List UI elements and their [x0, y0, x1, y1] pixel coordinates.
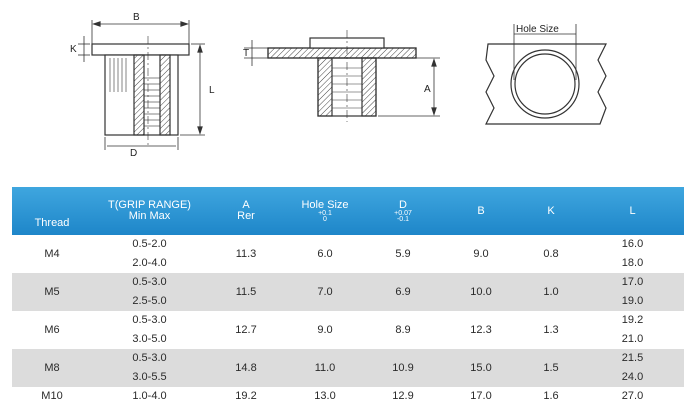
cell-a: 12.7	[235, 323, 257, 336]
cell-b: 9.0	[473, 247, 489, 260]
header-hole-title: Hole Size	[301, 198, 349, 211]
cell-l	[581, 273, 684, 311]
cell-grip	[92, 387, 207, 406]
l-value: 17.0	[621, 276, 644, 288]
cell-k: 0.8	[543, 247, 559, 260]
l-value: 21.5	[621, 352, 644, 364]
header-b-label: B	[477, 204, 485, 217]
cell-grip	[92, 273, 207, 311]
dim-label-l: L	[209, 85, 215, 96]
cell-b: 15.0	[441, 349, 521, 387]
table-row	[12, 387, 684, 406]
cell-hole: 11.0	[285, 349, 365, 387]
grip-value: 3.0-5.5	[132, 371, 167, 383]
cell-a: 11.5	[207, 273, 285, 311]
header-k-label: K	[547, 204, 555, 217]
hole-plate-view	[486, 24, 606, 124]
cell-l	[581, 387, 684, 406]
cell-thread: M8	[12, 349, 92, 387]
technical-drawings	[0, 0, 695, 170]
header-d-title: D	[399, 198, 407, 211]
header-thread	[12, 187, 92, 235]
cell-k: 1.5	[521, 349, 581, 387]
cell-b: 12.3	[470, 323, 492, 336]
l-value: 27.0	[621, 390, 644, 402]
header-d	[365, 187, 441, 235]
header-grip	[92, 187, 207, 235]
cell-hole: 9.0	[317, 323, 333, 336]
cell-b: 10.0	[441, 273, 521, 311]
cell-k: 1.3	[543, 323, 559, 336]
spec-table	[12, 187, 684, 406]
l-value: 16.0	[621, 238, 644, 250]
l-value: 21.0	[621, 333, 644, 345]
grip-value: 1.0-4.0	[132, 390, 167, 402]
grip-value: 3.0-5.0	[132, 333, 167, 345]
header-l	[581, 187, 684, 235]
grip-value: 0.5-3.0	[132, 352, 167, 364]
grip-value: 2.5-5.0	[132, 295, 167, 307]
dim-label-t: T	[243, 48, 250, 59]
cell-thread: M10	[41, 390, 63, 402]
header-a	[207, 187, 285, 235]
table-header-row	[12, 187, 684, 235]
table-row	[12, 349, 684, 387]
l-value: 18.0	[621, 257, 644, 269]
header-d-tol-plus: +0.07	[394, 209, 412, 217]
cell-k: 1.6	[543, 390, 559, 402]
cell-d: 8.9	[395, 323, 411, 336]
header-b	[441, 187, 521, 235]
cell-a: 19.2	[235, 390, 257, 402]
header-a-title: A	[242, 199, 250, 211]
drawings-svg	[0, 0, 695, 170]
cell-d: 5.9	[395, 247, 411, 260]
cell-b: 17.0	[470, 390, 492, 402]
cell-l	[581, 235, 684, 273]
l-value: 19.2	[621, 314, 644, 326]
grip-value: 0.5-3.0	[132, 314, 167, 326]
cell-thread: M4	[44, 247, 60, 260]
header-hole-tol-minus: 0	[323, 215, 327, 223]
cell-d: 10.9	[365, 349, 441, 387]
l-value: 19.0	[621, 295, 644, 307]
header-hole-tol-plus: +0.1	[318, 209, 332, 217]
header-thread-label: Thread	[34, 217, 70, 229]
cell-k: 1.0	[521, 273, 581, 311]
cell-thread: M6	[44, 323, 60, 336]
cell-d: 6.9	[365, 273, 441, 311]
cell-a: 11.3	[235, 247, 257, 260]
cell-l	[581, 311, 684, 349]
hole-size-label: Hole Size	[516, 24, 559, 35]
cell-thread: M5	[12, 273, 92, 311]
cell-grip	[92, 311, 207, 349]
cell-hole: 6.0	[317, 247, 333, 260]
l-value: 24.0	[621, 371, 644, 383]
grip-value: 0.5-3.0	[132, 276, 167, 288]
header-grip-sub: Min Max	[128, 210, 171, 222]
cell-grip	[92, 349, 207, 387]
header-k	[521, 187, 581, 235]
grip-value: 0.5-2.0	[132, 238, 167, 250]
cell-d: 12.9	[392, 390, 414, 402]
cell-hole: 13.0	[314, 390, 336, 402]
cell-hole: 7.0	[285, 273, 365, 311]
cell-a: 14.8	[207, 349, 285, 387]
header-hole-size	[285, 187, 365, 235]
table-row	[12, 311, 684, 349]
table-row	[12, 235, 684, 273]
rivet-nut-side-view	[78, 20, 205, 150]
dim-label-d: D	[130, 148, 138, 159]
header-grip-title: T(GRIP RANGE)	[108, 199, 191, 211]
installed-section-view	[244, 30, 440, 122]
header-l-label: L	[629, 204, 636, 217]
cell-l	[581, 349, 684, 387]
cell-grip	[92, 235, 207, 273]
dim-label-a: A	[424, 84, 431, 95]
table-row	[12, 273, 684, 311]
grip-value: 2.0-4.0	[132, 257, 167, 269]
header-d-tol-minus: -0.1	[396, 215, 410, 223]
header-a-sub: Rer	[237, 210, 255, 222]
dim-label-b: B	[133, 12, 140, 23]
dim-label-k: K	[70, 44, 77, 55]
